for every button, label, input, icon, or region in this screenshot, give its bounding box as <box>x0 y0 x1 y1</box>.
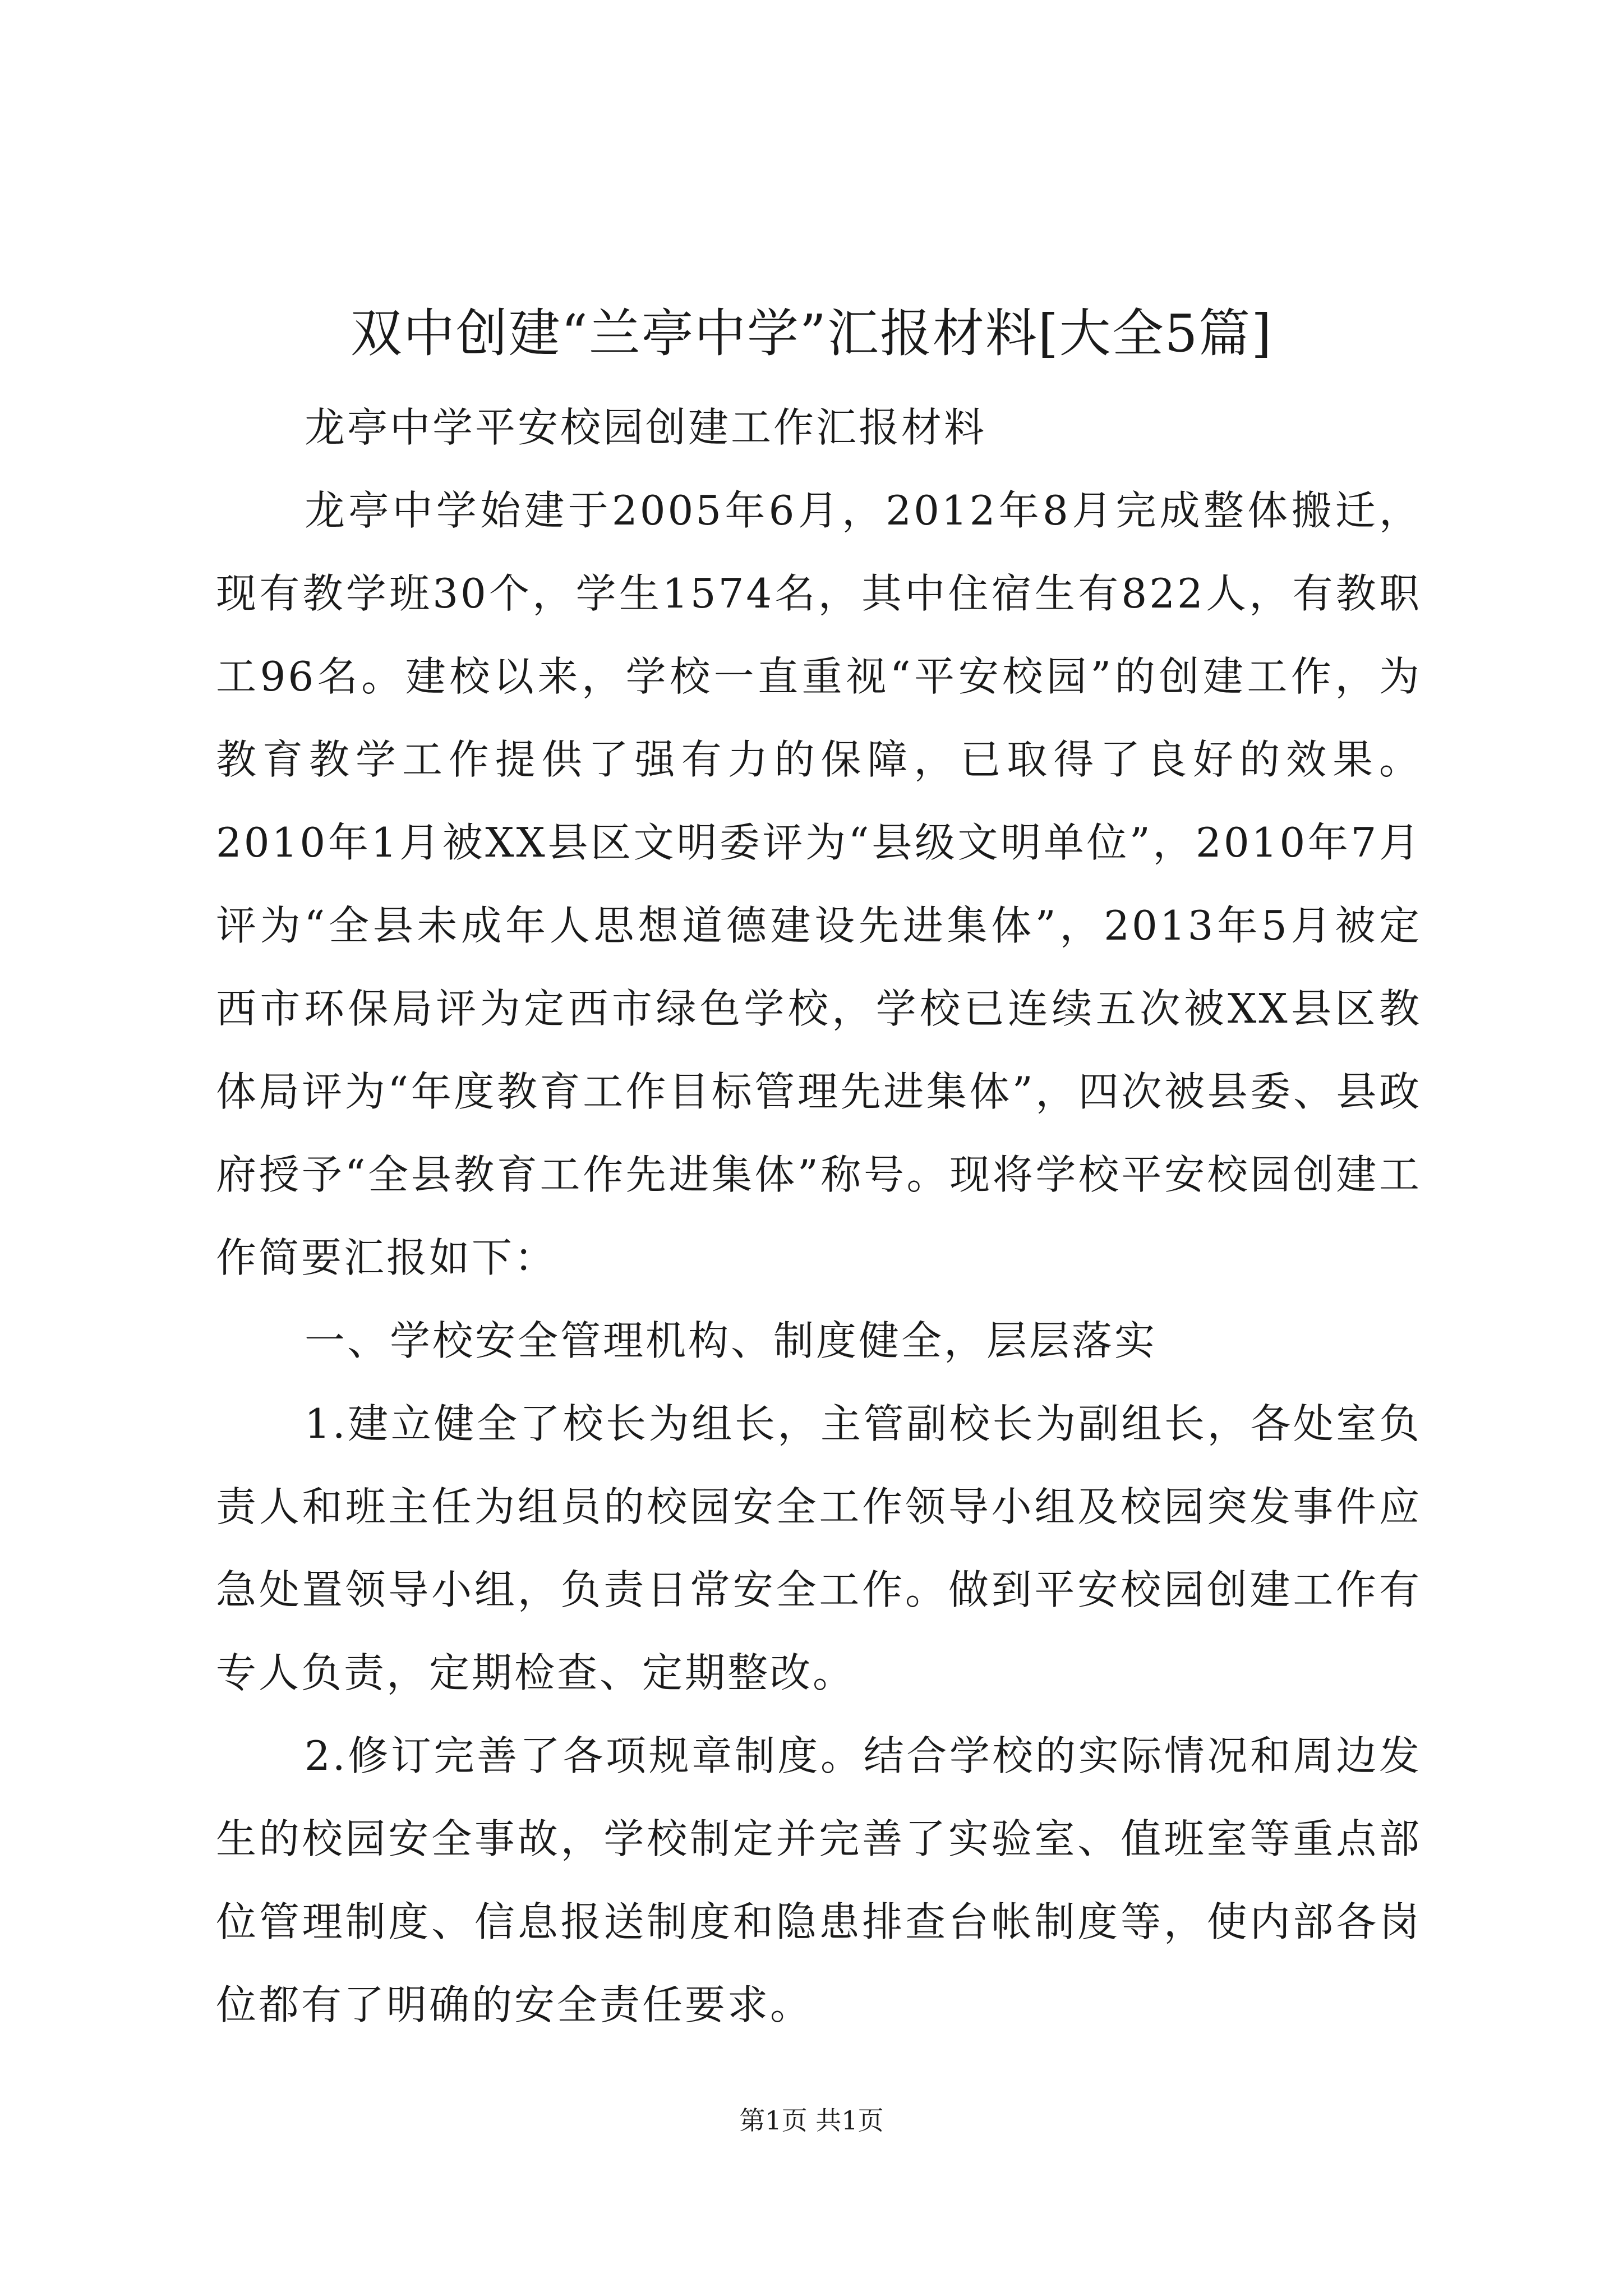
section-heading: 一、学校安全管理机构、制度健全，层层落实 <box>305 1317 1158 1364</box>
document-body <box>216 386 1422 2046</box>
page-footer: 第1页 共1页 <box>739 2105 884 2136</box>
item-paragraph-2: 2.修订完善了各项规章制度。结合学校的实际情况和周边发生的校园安全事故，学校制定并完善了实验室、值班室等重点部位管理制度、信息报送制度和隐患排查台帐制度等，使内部各岗位都有了明确的安全责任要求。 <box>216 1732 1422 2028</box>
document-title: 双中创建“兰亭中学”汇报材料[大全5篇] <box>350 303 1273 364</box>
subtitle-paragraph: 龙亭中学平安校园创建工作汇报材料 <box>305 404 987 451</box>
intro-paragraph: 龙亭中学始建于2005年6月，2012年8月完成整体搬迁，现有教学班30个，学生1574名，其中住宿生有822人，有教职工96名。建校以来，学校一直重视“平安校园”的创建工作，为教育教学工作提供了强有力的保障，已取得了良好的效果。2010年1月被XX县区文明委评为“县级文明单位”，2010年7月评为“全县未成年人思想道德建设先进集体”，2013年5月被定西市环保局评为定西市绿色学校，学校已连续五次被XX县区教体局评为“年度教育工作目标管理先进集体”，四次被县委、县政府授予“全县教育工作先进集体”称号。现将学校平安校园创建工作简要汇报如下： <box>216 487 1422 1281</box>
item-paragraph-1: 1.建立健全了校长为组长，主管副校长为副组长，各处室负责人和班主任为组员的校园安全工作领导小组及校园突发事件应急处置领导小组，负责日常安全工作。做到平安校园创建工作有专人负责，定期检查、定期整改。 <box>216 1400 1422 1696</box>
